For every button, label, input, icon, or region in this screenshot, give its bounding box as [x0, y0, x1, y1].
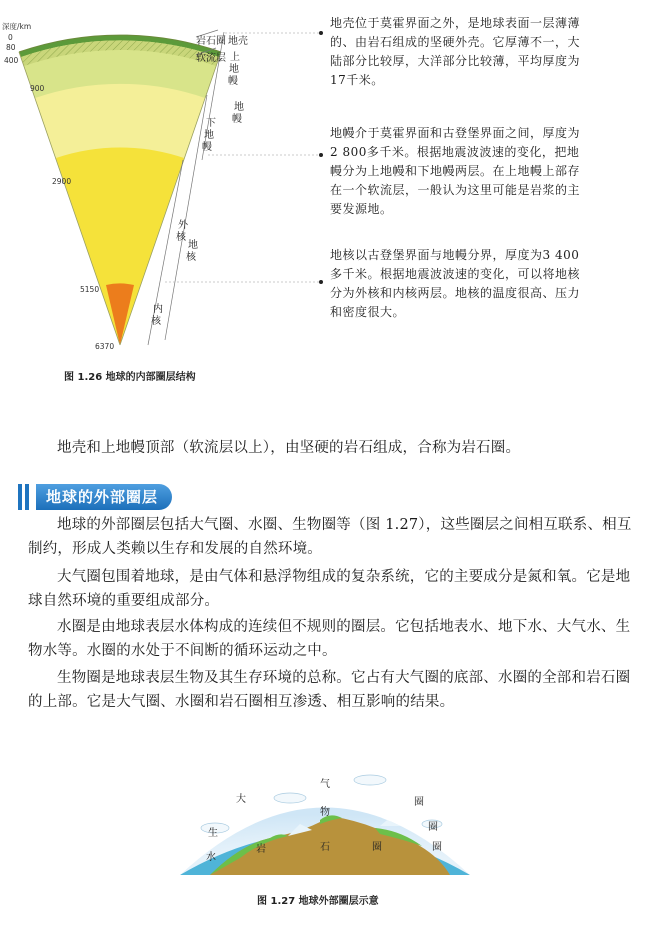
- biosphere-char-1: 生: [208, 828, 218, 839]
- hydrosphere-char-2: 圈: [432, 842, 442, 853]
- hydrosphere-char-1: 水: [206, 852, 216, 863]
- depth-tick-5150: 5150: [80, 285, 100, 294]
- header-bar-2: [25, 484, 29, 510]
- figure-127-caption: 图 1.27 地球外部圈层示意: [257, 896, 379, 907]
- atmosphere-char-1: 大: [236, 794, 246, 805]
- label-core-2: 核: [186, 252, 196, 263]
- label-outer-core-1: 外: [178, 220, 188, 231]
- cloud-top: [354, 775, 386, 785]
- figure-outer-spheres: [170, 750, 480, 880]
- paragraph-atmosphere: 大气圈包围着地球，是由气体和悬浮物组成的复杂系统，它的主要成分是氮和氧。它是地球自然环境的重要组成部分。: [28, 569, 631, 609]
- label-mantle-1: 地: [234, 102, 244, 113]
- cloud-center: [274, 793, 306, 803]
- biosphere-char-3: 圈: [428, 822, 438, 833]
- label-upper-mantle-2: 地: [229, 64, 239, 75]
- label-lower-mantle-3: 幔: [202, 142, 212, 153]
- section-header: [18, 484, 218, 510]
- note-mantle: 地幔介于莫霍界面和古登堡界面之间，厚度为2 800多千米。根据地震波波速的变化，把地幔分为上地幔和下地幔两层。在上地幔上部存在一个软流层，一般认为这里可能是岩浆的主要发源地。: [330, 126, 581, 216]
- biosphere-char-2: 物: [320, 807, 330, 818]
- label-lower-mantle-2: 地: [204, 130, 214, 141]
- lithosphere-char-2: 石: [320, 842, 330, 853]
- atmosphere-char-2: 气: [320, 779, 330, 790]
- label-lithosphere: 岩石圈: [196, 36, 226, 47]
- depth-tick-0: 0: [8, 33, 13, 42]
- depth-axis-title: 深度/km: [2, 22, 32, 31]
- depth-tick-6370: 6370: [95, 342, 115, 351]
- depth-tick-400: 400: [4, 56, 19, 65]
- depth-tick-900: 900: [30, 84, 45, 93]
- depth-tick-2900: 2900: [52, 177, 72, 186]
- note-crust: 地壳位于莫霍界面之外，是地球表面一层薄薄的、由岩石组成的坚硬外壳。它厚薄不一，大陆部分比较厚，大洋部分比较薄，平均厚度为17千米。: [330, 16, 581, 87]
- intro-paragraph: 地壳和上地幔顶部（软流层以上），由坚硬的岩石组成，合称为岩石圈。: [57, 440, 521, 456]
- label-asthenosphere: 软流层: [196, 53, 226, 64]
- label-core-1: 地: [188, 240, 198, 251]
- section-title: 地球的外部圈层: [36, 484, 172, 510]
- lithosphere-char-1: 岩: [256, 844, 266, 855]
- paragraph-overview: 地球的外部圈层包括大气圈、水圈、生物圈等（图 1.27），这些圈层之间相互联系、相互制约，形成人类赖以生存和发展的自然环境。: [28, 517, 632, 557]
- figure-earth-interior: [0, 0, 650, 400]
- paragraph-hydrosphere: 水圈是由地球表层水体构成的连续但不规则的圈层。它包括地表水、地下水、大气水、生物水等。水圈的水处于不间断的循环运动之中。: [28, 619, 631, 659]
- note-core: 地核以古登堡界面与地幔分界，厚度为3 400多千米。根据地震波波速的变化，可以将地核分为外核和内核两层。地核的温度很高、压力和密度很大。: [330, 248, 581, 319]
- atmosphere-char-3: 圈: [414, 797, 424, 808]
- label-upper-mantle-1: 上: [230, 52, 240, 63]
- depth-tick-80: 80: [6, 43, 16, 52]
- figure-126-caption: 图 1.26 地球的内部圈层结构: [64, 372, 196, 383]
- label-lower-mantle-1: 下: [206, 118, 216, 129]
- paragraph-biosphere: 生物圈是地球表层生物及其生存环境的总称。它占有大气圈的底部、水圈的全部和岩石圈的上部。它是大气圈、水圈和岩石圈相互渗透、相互影响的结果。: [28, 670, 631, 710]
- label-crust: 地壳: [228, 36, 248, 47]
- label-mantle-2: 幔: [232, 114, 242, 125]
- label-inner-core-1: 内: [153, 304, 163, 315]
- label-upper-mantle-3: 幔: [228, 76, 238, 87]
- label-inner-core-2: 核: [151, 316, 161, 327]
- header-bar-1: [18, 484, 22, 510]
- label-outer-core-2: 核: [176, 232, 186, 243]
- lithosphere-char-3: 圈: [372, 842, 382, 853]
